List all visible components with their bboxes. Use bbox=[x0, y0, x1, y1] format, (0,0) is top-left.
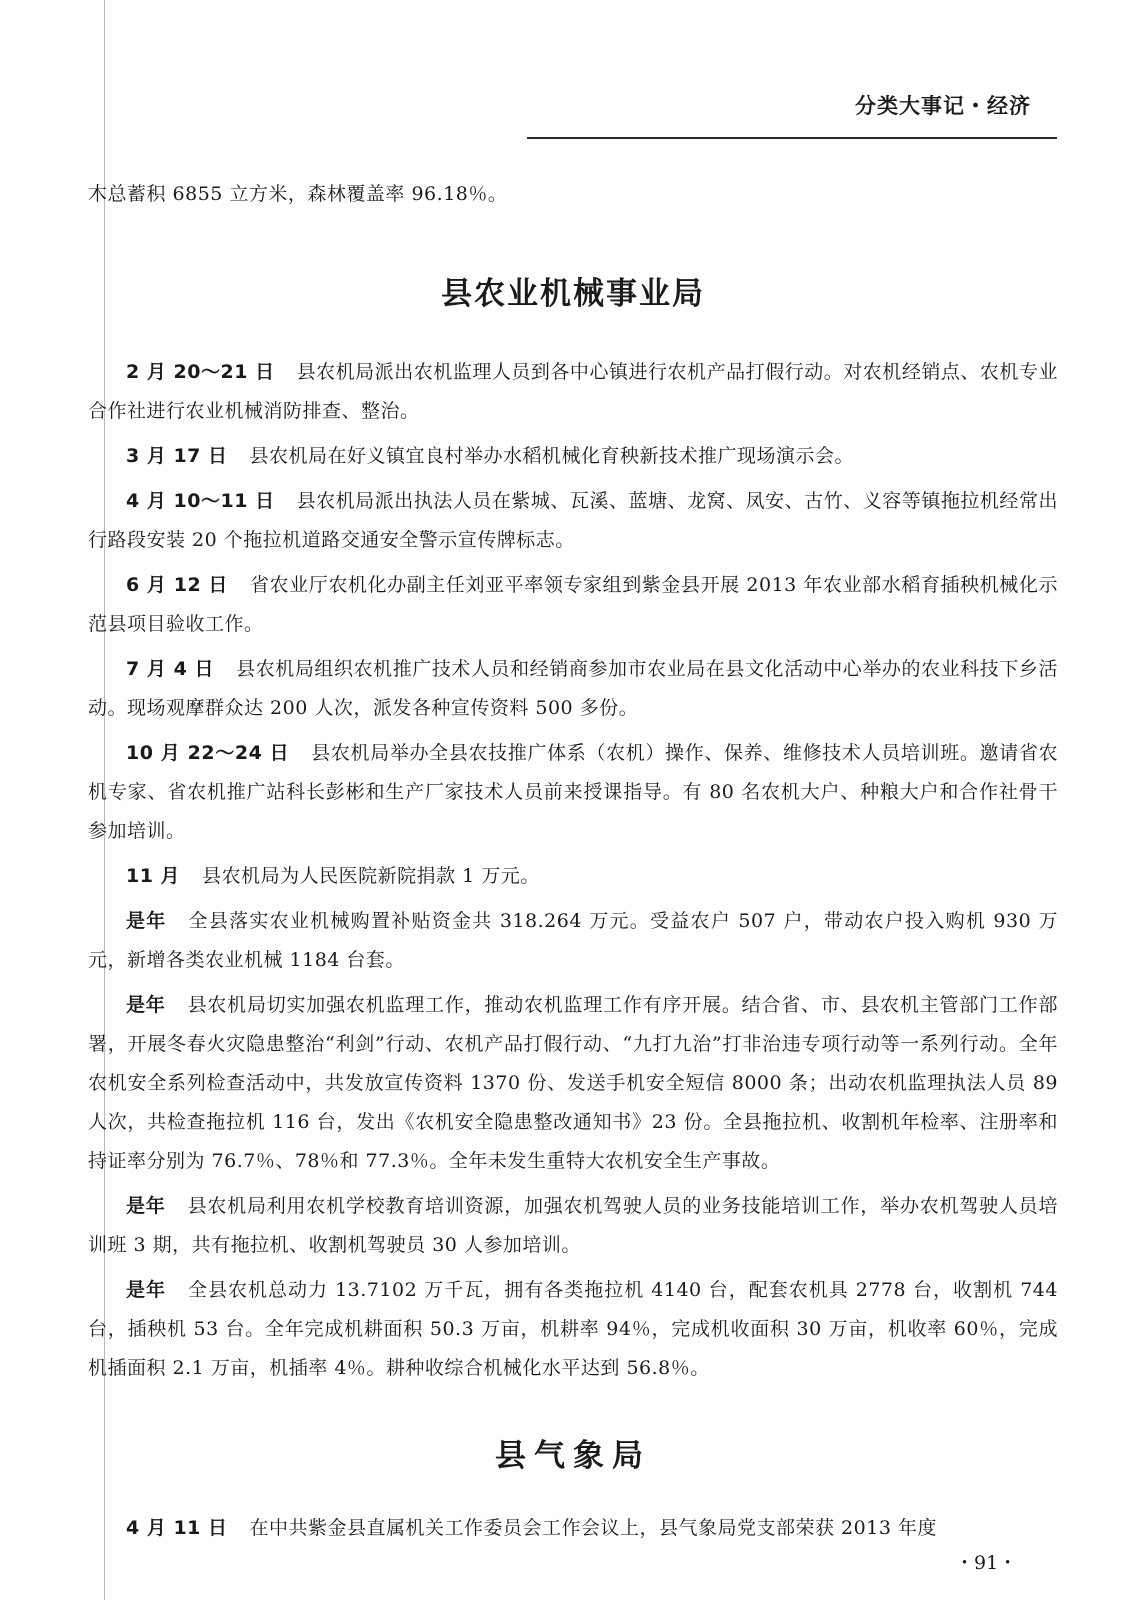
entry-text: 县农机局在好义镇宜良村举办水稻机械化育秧新技术推广现场演示会。 bbox=[249, 445, 855, 467]
chronicle-entry bbox=[88, 437, 1058, 476]
chronicle-entry bbox=[88, 1187, 1058, 1265]
entry-text: 全县落实农业机械购置补贴资金共 318.264 万元。受益农户 507 户，带动农户投入购机 930 万元，新增各类农业机械 1184 台套。 bbox=[88, 910, 1058, 971]
entry-text: 县农机局为人民医院新院捐款 1 万元。 bbox=[202, 865, 540, 887]
entry-text: 县农机局派出执法人员在紫城、瓦溪、蓝塘、龙窝、凤安、古竹、义容等镇拖拉机经常出行路段安装 20 个拖拉机道路交通安全警示宣传牌标志。 bbox=[88, 490, 1058, 551]
entry-text: 省农业厅农机化办副主任刘亚平率领专家组到紫金县开展 2013 年农业部水稻育插秧机械化示范县项目验收工作。 bbox=[88, 574, 1058, 635]
entry-date: 11 月 bbox=[126, 865, 181, 887]
entry-date: 4 月 11 日 bbox=[126, 1517, 228, 1539]
section-title-meteorology: 县气象局 bbox=[495, 1438, 651, 1474]
entry-text: 县农机局组织农机推广技术人员和经销商参加市农业局在县文化活动中心举办的农业科技下乡活动。现场观摩群众达 200 人次，派发各种宣传资料 500 多份。 bbox=[88, 658, 1058, 719]
entry-date: 是年 bbox=[126, 910, 167, 932]
chronicle-entry bbox=[88, 566, 1058, 644]
running-header: 分类大事记・经济 bbox=[855, 94, 1031, 118]
chronicle-entry bbox=[88, 902, 1058, 980]
section2-entries bbox=[88, 1509, 1058, 1548]
chronicle-entry bbox=[88, 1509, 1058, 1548]
entry-text: 县农机局派出农机监理人员到各中心镇进行农机产品打假行动。对农机经销点、农机专业合作社进行农业机械消防排查、整治。 bbox=[88, 361, 1058, 422]
entry-text: 县农机局利用农机学校教育培训资源，加强农机驾驶人员的业务技能培训工作，举办农机驾驶人员培训班 3 期，共有拖拉机、收割机驾驶员 30 人参加培训。 bbox=[88, 1195, 1058, 1256]
entry-date: 是年 bbox=[126, 1279, 167, 1301]
chronicle-entry bbox=[88, 734, 1058, 851]
entry-date: 2 月 20～21 日 bbox=[126, 361, 275, 383]
entry-date: 是年 bbox=[126, 994, 166, 1016]
page-number: ・91・ bbox=[955, 1552, 1018, 1574]
chronicle-entry bbox=[88, 857, 1058, 896]
continued-paragraph: 木总蓄积 6855 立方米，森林覆盖率 96.18％。 bbox=[88, 183, 508, 205]
header-rule bbox=[527, 137, 1057, 139]
entry-text: 县农机局切实加强农机监理工作，推动农机监理工作有序开展。结合省、市、县农机主管部门工作部署，开展冬春火灾隐患整治“利剑”行动、农机产品打假行动、“九打九治”打非治违专项行动等一系列行动。全年农机安全系列检查活动中，共发放宣传资料 1370 份、发送手机安全短信 8000 条；出动农机监理执法人员 89 人次，共检查拖拉机 116 台，发出《农机安全隐患整改通知书》23 份。全县拖拉机、收割机年检率、注册率和持证率分别为 76.7％、78％和 77.3％。全年未发生重特大农机安全生产事故。 bbox=[88, 994, 1058, 1172]
entry-date: 3 月 17 日 bbox=[126, 445, 228, 467]
entry-date: 6 月 12 日 bbox=[126, 574, 228, 596]
entry-date: 是年 bbox=[126, 1195, 166, 1217]
section-title-agri-machinery: 县农业机械事业局 bbox=[441, 276, 705, 312]
chronicle-entry bbox=[88, 986, 1058, 1181]
entry-date: 7 月 4 日 bbox=[126, 658, 215, 680]
chronicle-entry bbox=[88, 650, 1058, 728]
chronicle-entry bbox=[88, 482, 1058, 560]
entry-date: 10 月 22～24 日 bbox=[126, 742, 290, 764]
section1-entries bbox=[88, 353, 1058, 1388]
entry-text: 在中共紫金县直属机关工作委员会工作会议上，县气象局党支部荣获 2013 年度 bbox=[249, 1517, 937, 1539]
page-body bbox=[88, 175, 1058, 1554]
entry-text: 县农机局举办全县农技推广体系（农机）操作、保养、维修技术人员培训班。邀请省农机专家、省农机推广站科长彭彬和生产厂家技术人员前来授课指导。有 80 名农机大户、种粮大户和合作社骨干参加培训。 bbox=[88, 742, 1058, 842]
entry-text: 全县农机总动力 13.7102 万千瓦，拥有各类拖拉机 4140 台，配套农机具 2778 台，收割机 744 台，插秧机 53 台。全年完成机耕面积 50.3 万亩，机耕率 94％，完成机收面积 30 万亩，机收率 60％，完成机插面积 2.1 万亩，机插率 4％。耕种收综合机械化水平达到 56.8％。 bbox=[88, 1279, 1058, 1379]
chronicle-entry bbox=[88, 353, 1058, 431]
entry-date: 4 月 10～11 日 bbox=[126, 490, 275, 512]
chronicle-entry bbox=[88, 1271, 1058, 1388]
